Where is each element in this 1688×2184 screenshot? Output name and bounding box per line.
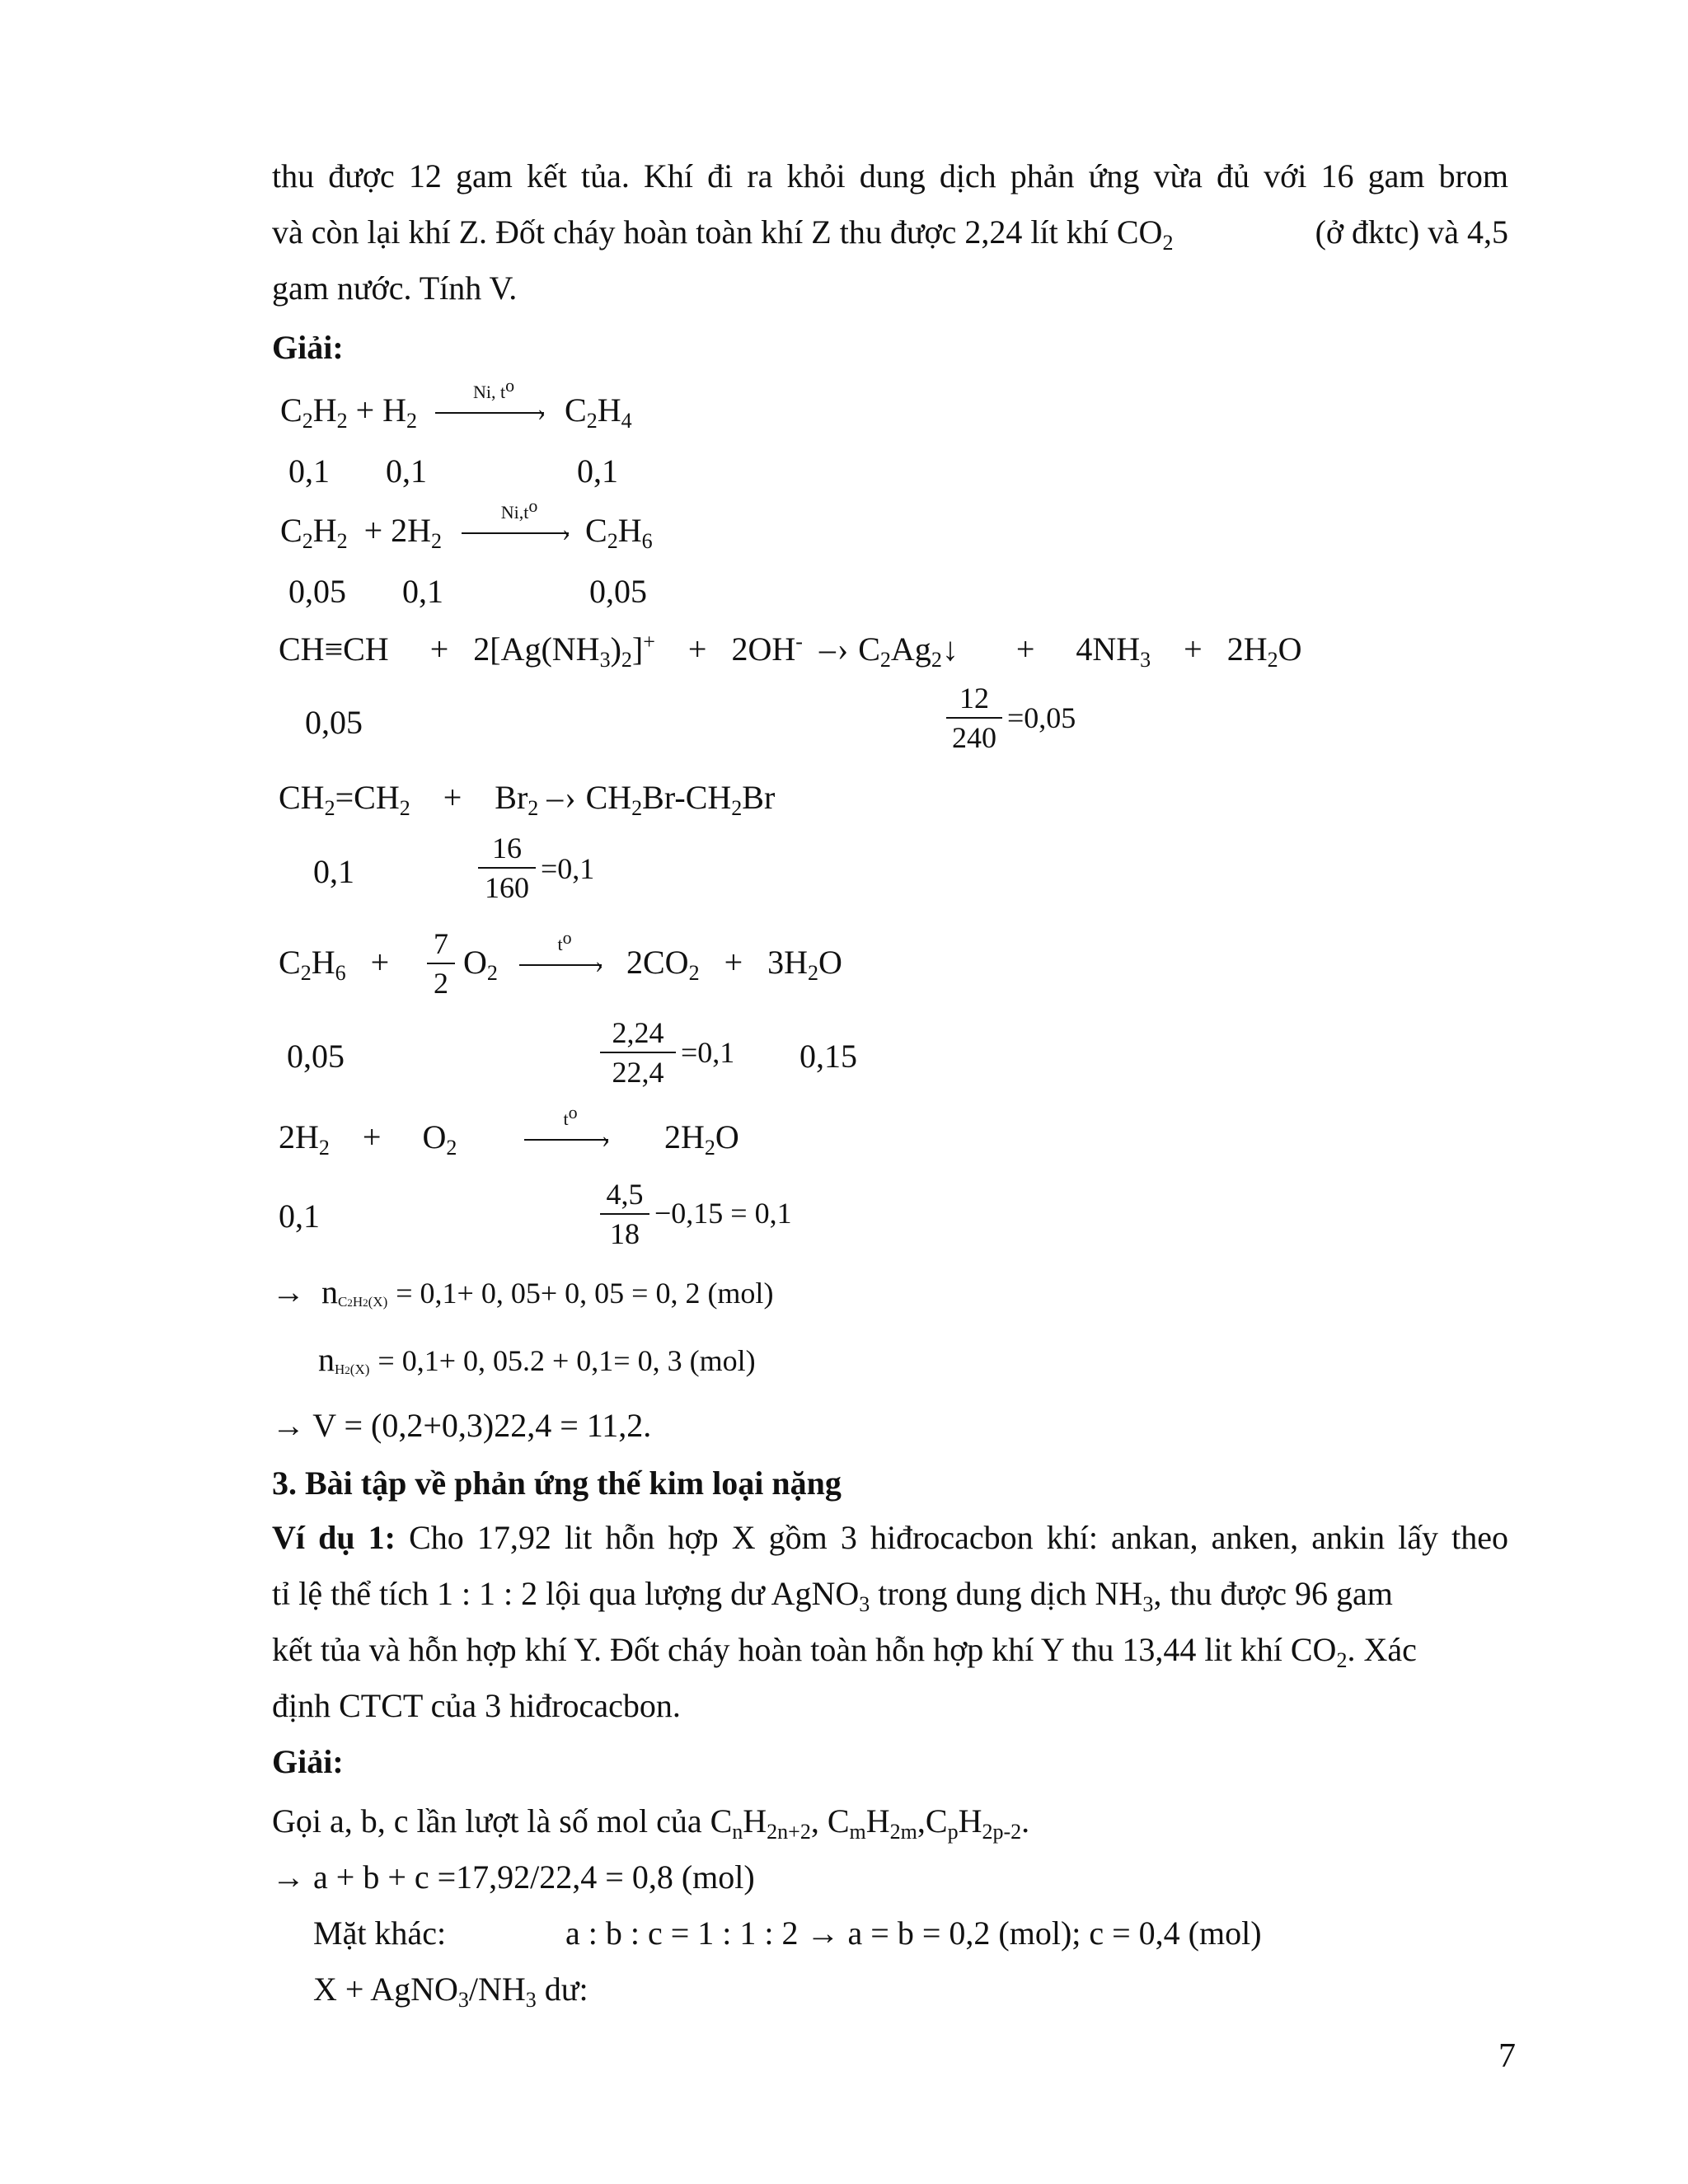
reaction-2-rhs: $C_2H_6$ [585, 512, 653, 553]
r1-amount-3: 0,1 [577, 452, 618, 490]
reaction-3: CH≡CH + $2[Ag(NH_3)_2]^+$ + 2OH- –› $C_2Ag_2↓$ + $4NH_3$ + $2H_2O$ [279, 630, 1302, 672]
v-result-line: → V = (0,2+0,3)22,4 = 11,2. [272, 1407, 652, 1444]
arrow-ni-t-1: Ni, to › [435, 387, 552, 427]
r3-fraction: 12 240 [946, 681, 1002, 755]
page-number: 7 [1498, 2037, 1516, 2075]
r6-amount-left: 0,1 [279, 1197, 320, 1235]
reaction-6-rhs: $2H_2O$ [664, 1118, 739, 1160]
reaction-6-lhs: $2H_2$ + $O_2$ [279, 1118, 457, 1160]
n-h2-line: nH2(X) = 0,1+ 0, 05.2 + 0,1= 0, 3 (mol) [318, 1341, 756, 1378]
r3-amount-left: 0,05 [305, 704, 363, 741]
reaction-5-o2: $O_2$ [463, 944, 498, 985]
example-1-line-3: kết tủa và hỗn hợp khí Y. Đốt cháy hoàn toàn hỗn hợp khí Y thu 13,44 lit khí $CO_2$. Xác [272, 1631, 1417, 1672]
r1-amount-1: 0,1 [288, 452, 330, 490]
r5-fraction: 2,24 22,4 [600, 1015, 676, 1090]
goi-line: Gọi a, b, c lần lượt là số mol của $C_nH_{2n+2}$, $C_mH_{2m},C_pH_{2p-2}$. [272, 1802, 1030, 1844]
reaction-1-rhs: $C_2H_4$ [565, 391, 632, 433]
r1-amount-2: 0,1 [386, 452, 427, 490]
r4-fraction: 16 160 [478, 831, 536, 905]
r5-amount-right: 0,15 [799, 1038, 857, 1075]
arrow-t-2: to › [524, 1114, 617, 1154]
section-3-heading: 3. Bài tập về phản ứng thế kim loại nặng [272, 1465, 842, 1502]
example-1-line-4: định CTCT của 3 hiđrocacbon. [272, 1687, 681, 1724]
reaction-5-c2h6: $C_2H_6$ + [279, 944, 390, 985]
reaction-5-rhs: $2CO_2 + 3H_2O$ [626, 944, 842, 985]
r2-amount-1: 0,05 [288, 573, 346, 610]
r4-amount-left: 0,1 [313, 853, 354, 890]
r6-fraction-result: −0,15 = 0,1 [654, 1197, 792, 1230]
intro-line-1: thu được 12 gam kết tủa. Khí đi ra khỏi dung dịch phản ứng vừa đủ với 16 gam brom [272, 157, 1508, 194]
r5-fraction-result: =0,1 [681, 1036, 735, 1069]
example-1-line-1: Ví dụ 1: Cho 17,92 lit hỗn hợp X gồm 3 hiđrocacbon khí: ankan, anken, ankin lấy theo [272, 1519, 1509, 1556]
arrow-t-1: to › [519, 940, 610, 979]
intro-line-3: gam nước. Tính V. [272, 269, 518, 307]
r2-amount-3: 0,05 [589, 573, 647, 610]
n-c2h2-line: → nC2H2(X) = 0,1+ 0, 05+ 0, 05 = 0, 2 (mol) [272, 1273, 774, 1310]
r3-fraction-result: =0,05 [1007, 701, 1076, 734]
reaction-2-lhs: $C_2H_2 + 2H_2$ [280, 512, 443, 553]
example-1-line-2: tỉ lệ thể tích 1 : 1 : 2 lội qua lượng dư AgNO$_3$ trong dung dịch $NH_3$, thu được 96 gam [272, 1575, 1393, 1616]
intro-line-2: và còn lại khí Z. Đốt cháy hoàn toàn khí Z thu được 2,24 lít khí $CO_2$ (ở đktc) và 4,5 [272, 213, 1508, 255]
x-agno3-line: $X + AgNO_3/NH_3$ dư: [313, 1971, 588, 2012]
seven-half-fraction: 7 2 [427, 926, 455, 1001]
solution-2-label: Giải: [272, 1743, 344, 1780]
r2-amount-2: 0,1 [402, 573, 443, 610]
reaction-4: $CH_2=CH_2$ + $Br_2$ –› $CH_2Br-CH_2Br$ [279, 779, 776, 820]
reaction-1-lhs: $C_2H_2 + H_2$ [280, 391, 418, 433]
abc-sum-line: → a + b + c =17,92/22,4 = 0,8 (mol) [272, 1858, 755, 1896]
r4-fraction-result: =0,1 [541, 852, 595, 885]
r6-fraction: 4,5 18 [600, 1177, 649, 1251]
r5-amount-left: 0,05 [287, 1038, 345, 1075]
solution-label: Giải: [272, 329, 344, 366]
mat-khac-label: Mặt khác: [313, 1915, 447, 1952]
mat-khac-value: a : b : c = 1 : 1 : 2 → a = b = 0,2 (mol); c = 0,4 (mol) [565, 1915, 1262, 1952]
arrow-ni-t-2: Ni,to › [462, 508, 577, 547]
